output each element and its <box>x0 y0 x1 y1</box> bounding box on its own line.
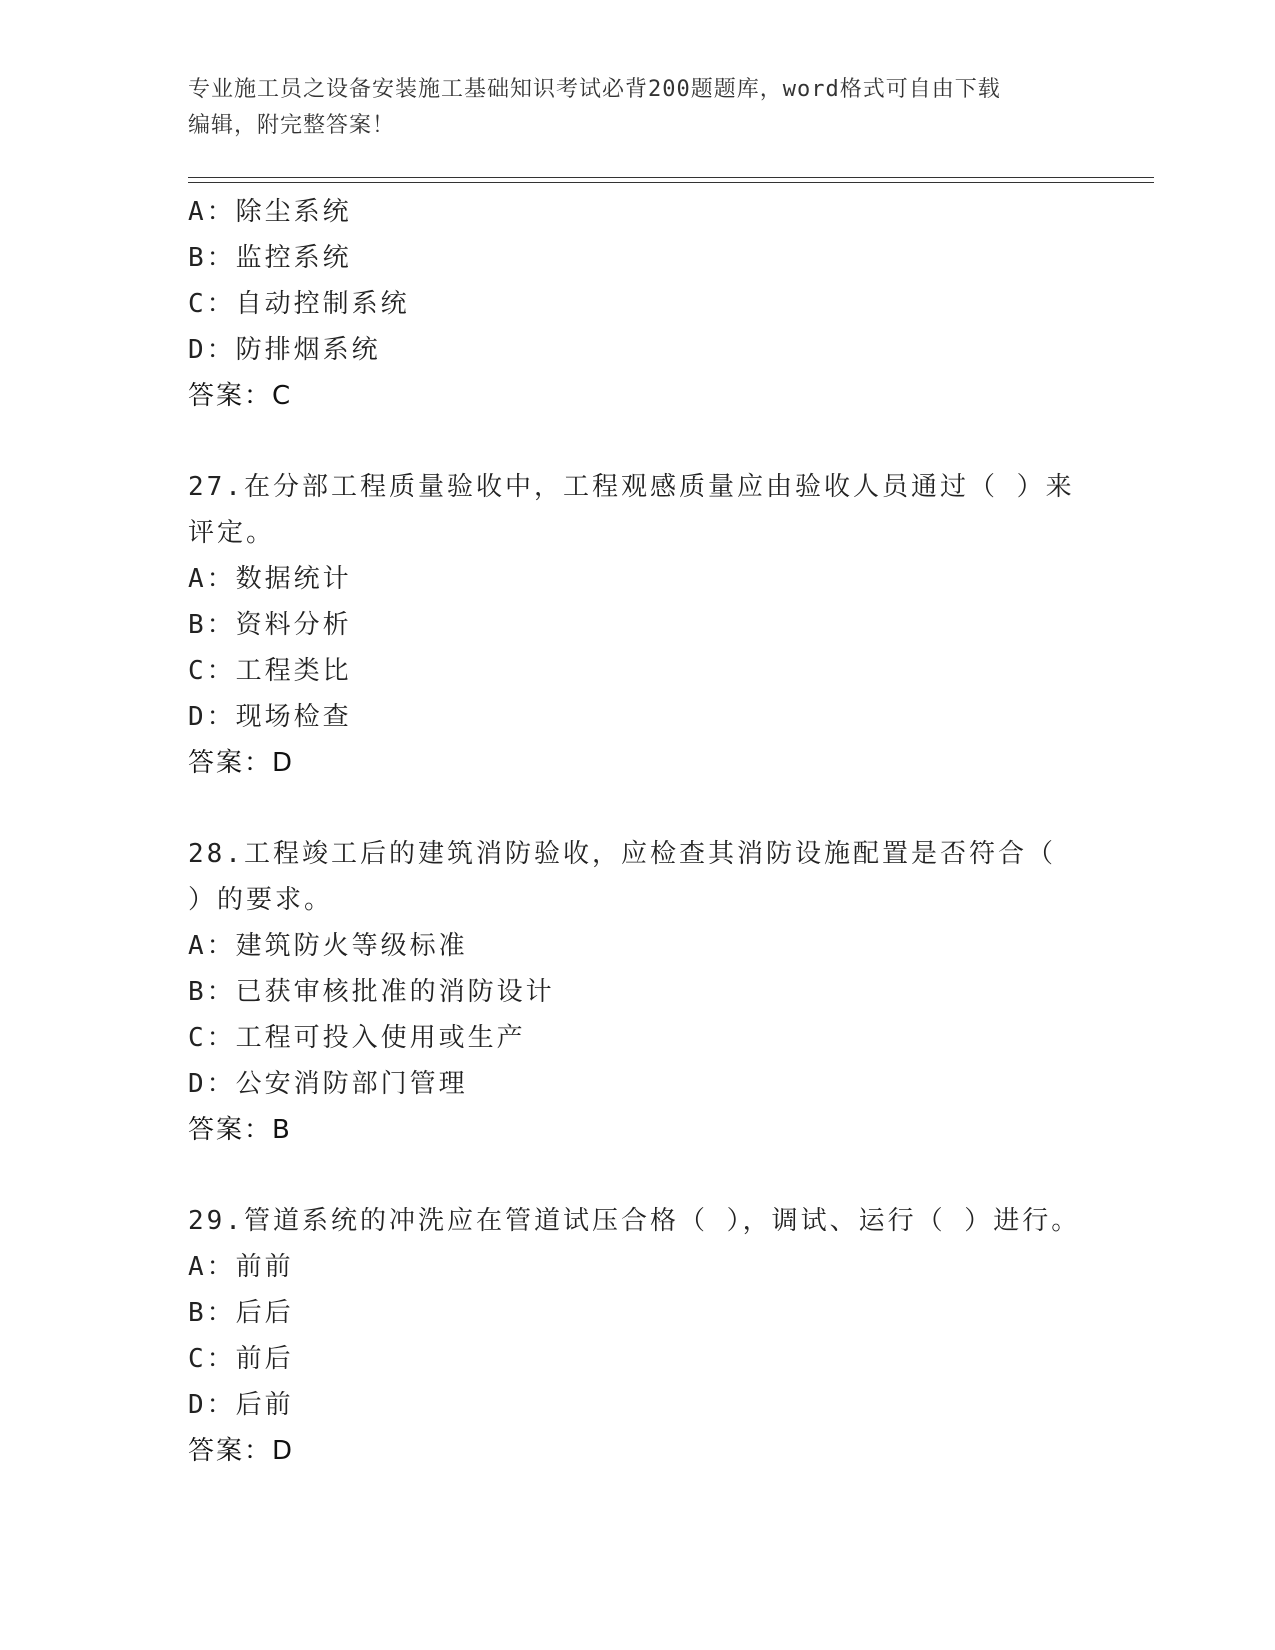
question-block-29 <box>188 1198 1088 1474</box>
option-d: D：防排烟系统 <box>188 335 381 365</box>
question-stem-line: 评定。 <box>188 518 276 548</box>
option-d: D：后前 <box>188 1390 294 1420</box>
option-d: D：公安消防部门管理 <box>188 1069 468 1099</box>
header-divider-bottom <box>188 182 1154 183</box>
option-c: C：工程可投入使用或生产 <box>188 1023 526 1053</box>
option-c: C：工程类比 <box>188 656 352 686</box>
question-stem-line: 29.管道系统的冲洗应在管道试压合格（ ），调试、运行（ ）进行。 <box>188 1206 1081 1236</box>
option-a: A：前前 <box>188 1252 294 1282</box>
answer-line: 答案：B <box>188 1115 292 1145</box>
option-b: B：后后 <box>188 1298 294 1328</box>
option-c: C：自动控制系统 <box>188 289 410 319</box>
question-spacer <box>188 786 1088 831</box>
answer-line: 答案：D <box>188 1436 295 1466</box>
question-spacer <box>188 1153 1088 1198</box>
option-c: C：前后 <box>188 1344 294 1374</box>
option-b: B：已获审核批准的消防设计 <box>188 977 555 1007</box>
header-title-line-2: 编辑，附完整答案！ <box>188 113 396 138</box>
option-a: A：数据统计 <box>188 564 352 594</box>
option-a: A：除尘系统 <box>188 197 352 227</box>
header-title-line-1: 专业施工员之设备安装施工基础知识考试必背200题题库，word格式可自由下载 <box>188 77 1001 102</box>
question-block-prev <box>188 189 1088 419</box>
question-block-28 <box>188 831 1088 1153</box>
option-b: B：监控系统 <box>188 243 352 273</box>
option-d: D：现场检查 <box>188 702 352 732</box>
option-b: B：资料分析 <box>188 610 352 640</box>
question-block-27 <box>188 464 1088 786</box>
answer-line: 答案：C <box>188 381 293 411</box>
question-list <box>188 189 1088 1474</box>
question-stem-line: 27.在分部工程质量验收中，工程观感质量应由验收人员通过（ ）来 <box>188 472 1075 502</box>
answer-line: 答案：D <box>188 748 295 778</box>
option-a: A：建筑防火等级标准 <box>188 931 468 961</box>
question-spacer <box>188 419 1088 464</box>
question-stem-line: ）的要求。 <box>188 885 334 915</box>
document-header <box>188 72 1068 144</box>
question-stem-line: 28.工程竣工后的建筑消防验收，应检查其消防设施配置是否符合（ <box>188 839 1056 869</box>
header-divider-top <box>188 177 1154 178</box>
